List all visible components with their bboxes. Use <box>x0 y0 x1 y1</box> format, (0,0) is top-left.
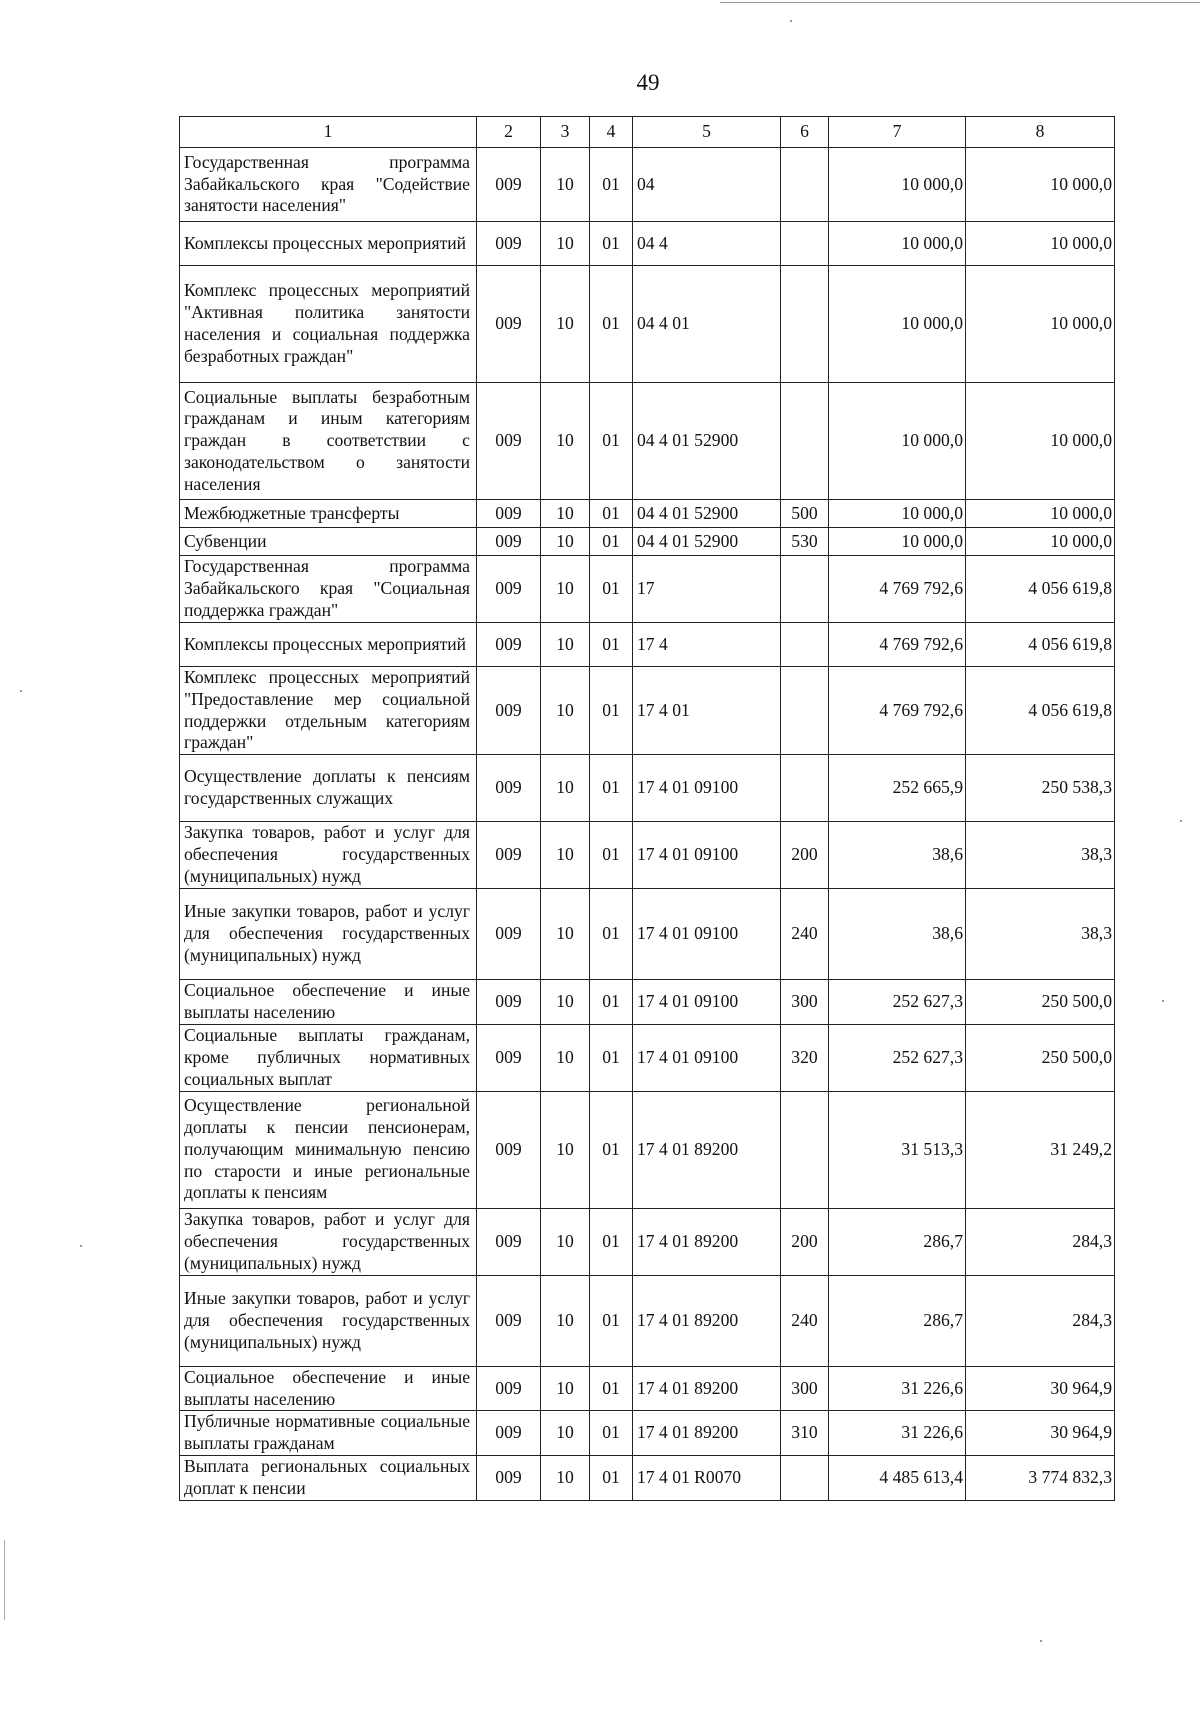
table-row <box>180 755 1115 822</box>
row-code-cell: 009 <box>477 1366 541 1411</box>
row-code-cell: 009 <box>477 1275 541 1366</box>
row-section-cell: 10 <box>541 222 590 266</box>
table-row <box>180 1411 1115 1456</box>
row-amount-cell: 250 500,0 <box>966 980 1115 1025</box>
row-name-cell: Иные закупки товаров, работ и услуг для обеспечения государственных (муниципальных) нужд <box>180 889 477 980</box>
row-code-cell: 009 <box>477 500 541 528</box>
row-amount-cell: 4 056 619,8 <box>966 556 1115 623</box>
row-name-cell: Иные закупки товаров, работ и услуг для обеспечения государственных (муниципальных) нужд <box>180 1275 477 1366</box>
row-name-cell: Публичные нормативные социальные выплаты гражданам <box>180 1411 477 1456</box>
row-amount-cell: 31 513,3 <box>829 1091 966 1208</box>
row-expense-type-cell <box>781 1091 829 1208</box>
row-code-cell: 009 <box>477 1024 541 1091</box>
row-subsection-cell: 01 <box>590 266 633 383</box>
row-amount-cell: 10 000,0 <box>966 500 1115 528</box>
row-subsection-cell: 01 <box>590 1091 633 1208</box>
row-name-cell: Межбюджетные трансферты <box>180 500 477 528</box>
row-code-cell: 009 <box>477 1208 541 1275</box>
row-target-code-cell: 04 4 01 52900 <box>633 528 781 556</box>
row-code-cell: 009 <box>477 755 541 822</box>
row-section-cell: 10 <box>541 980 590 1025</box>
row-amount-cell: 252 627,3 <box>829 1024 966 1091</box>
row-amount-cell: 252 627,3 <box>829 980 966 1025</box>
column-header: 6 <box>781 117 829 148</box>
row-subsection-cell: 01 <box>590 556 633 623</box>
row-name-cell: Государственная программа Забайкальского края "Содействие занятости населения" <box>180 148 477 222</box>
row-amount-cell: 38,6 <box>829 822 966 889</box>
row-name-cell: Комплексы процессных мероприятий <box>180 222 477 266</box>
row-section-cell: 10 <box>541 266 590 383</box>
row-section-cell: 10 <box>541 755 590 822</box>
scan-speck <box>20 690 22 692</box>
row-amount-cell: 4 769 792,6 <box>829 667 966 755</box>
row-subsection-cell: 01 <box>590 1455 633 1500</box>
row-target-code-cell: 04 4 <box>633 222 781 266</box>
scan-speck <box>790 20 792 22</box>
row-amount-cell: 4 056 619,8 <box>966 623 1115 667</box>
row-section-cell: 10 <box>541 889 590 980</box>
row-subsection-cell: 01 <box>590 623 633 667</box>
row-section-cell: 10 <box>541 623 590 667</box>
row-target-code-cell: 17 4 01 89200 <box>633 1091 781 1208</box>
row-section-cell: 10 <box>541 1024 590 1091</box>
row-expense-type-cell <box>781 755 829 822</box>
column-header: 4 <box>590 117 633 148</box>
row-subsection-cell: 01 <box>590 383 633 500</box>
row-name-cell: Закупка товаров, работ и услуг для обеспечения государственных (муниципальных) нужд <box>180 1208 477 1275</box>
header-row <box>180 117 1115 148</box>
table-row <box>180 1024 1115 1091</box>
row-subsection-cell: 01 <box>590 1208 633 1275</box>
budget-table <box>179 116 1115 1501</box>
column-header: 3 <box>541 117 590 148</box>
row-subsection-cell: 01 <box>590 222 633 266</box>
row-code-cell: 009 <box>477 1091 541 1208</box>
row-name-cell: Комплексы процессных мероприятий <box>180 623 477 667</box>
row-section-cell: 10 <box>541 528 590 556</box>
row-amount-cell: 31 226,6 <box>829 1366 966 1411</box>
row-target-code-cell: 17 4 01 09100 <box>633 889 781 980</box>
row-code-cell: 009 <box>477 667 541 755</box>
row-amount-cell: 10 000,0 <box>966 383 1115 500</box>
row-name-cell: Осуществление региональной доплаты к пенсии пенсионерам, получающим минимальную пенсию по старости и иные региональные доплаты к пенсиям <box>180 1091 477 1208</box>
row-target-code-cell: 04 4 01 52900 <box>633 500 781 528</box>
scan-edge-line <box>720 2 1200 3</box>
table-row <box>180 148 1115 222</box>
row-code-cell: 009 <box>477 148 541 222</box>
table-row <box>180 500 1115 528</box>
table-row <box>180 266 1115 383</box>
row-code-cell: 009 <box>477 1455 541 1500</box>
row-expense-type-cell: 200 <box>781 1208 829 1275</box>
column-header: 8 <box>966 117 1115 148</box>
row-expense-type-cell <box>781 623 829 667</box>
row-section-cell: 10 <box>541 383 590 500</box>
row-section-cell: 10 <box>541 1275 590 1366</box>
table-row <box>180 556 1115 623</box>
row-amount-cell: 286,7 <box>829 1208 966 1275</box>
row-amount-cell: 10 000,0 <box>829 266 966 383</box>
row-expense-type-cell <box>781 667 829 755</box>
row-code-cell: 009 <box>477 980 541 1025</box>
row-code-cell: 009 <box>477 889 541 980</box>
row-name-cell: Социальные выплаты безработным гражданам и иным категориям граждан в соответствии с законодательством о занятости населения <box>180 383 477 500</box>
row-expense-type-cell: 320 <box>781 1024 829 1091</box>
row-subsection-cell: 01 <box>590 1411 633 1456</box>
row-expense-type-cell <box>781 222 829 266</box>
table-row <box>180 980 1115 1025</box>
row-target-code-cell: 17 <box>633 556 781 623</box>
table-row <box>180 1275 1115 1366</box>
scan-speck <box>1162 1000 1164 1002</box>
row-subsection-cell: 01 <box>590 889 633 980</box>
row-target-code-cell: 17 4 01 89200 <box>633 1208 781 1275</box>
row-expense-type-cell: 530 <box>781 528 829 556</box>
row-target-code-cell: 17 4 01 09100 <box>633 755 781 822</box>
row-amount-cell: 31 226,6 <box>829 1411 966 1456</box>
row-amount-cell: 286,7 <box>829 1275 966 1366</box>
row-code-cell: 009 <box>477 623 541 667</box>
column-header: 5 <box>633 117 781 148</box>
row-name-cell: Комплекс процессных мероприятий "Предоставление мер социальной поддержки отдельным категориям граждан" <box>180 667 477 755</box>
row-target-code-cell: 17 4 01 <box>633 667 781 755</box>
row-target-code-cell: 17 4 01 09100 <box>633 1024 781 1091</box>
row-target-code-cell: 04 4 01 <box>633 266 781 383</box>
row-name-cell: Социальное обеспечение и иные выплаты населению <box>180 980 477 1025</box>
row-code-cell: 009 <box>477 528 541 556</box>
row-name-cell: Социальное обеспечение и иные выплаты населению <box>180 1366 477 1411</box>
row-amount-cell: 10 000,0 <box>966 266 1115 383</box>
row-amount-cell: 10 000,0 <box>829 148 966 222</box>
row-target-code-cell: 17 4 01 89200 <box>633 1411 781 1456</box>
row-subsection-cell: 01 <box>590 667 633 755</box>
column-header: 7 <box>829 117 966 148</box>
row-subsection-cell: 01 <box>590 822 633 889</box>
row-code-cell: 009 <box>477 266 541 383</box>
row-code-cell: 009 <box>477 822 541 889</box>
row-section-cell: 10 <box>541 1455 590 1500</box>
table-row <box>180 1208 1115 1275</box>
row-name-cell: Закупка товаров, работ и услуг для обеспечения государственных (муниципальных) нужд <box>180 822 477 889</box>
row-expense-type-cell <box>781 383 829 500</box>
row-name-cell: Комплекс процессных мероприятий "Активная политика занятости населения и социальная поддержка безработных граждан" <box>180 266 477 383</box>
row-section-cell: 10 <box>541 148 590 222</box>
row-amount-cell: 4 056 619,8 <box>966 667 1115 755</box>
table-row <box>180 1455 1115 1500</box>
row-amount-cell: 284,3 <box>966 1275 1115 1366</box>
row-target-code-cell: 04 <box>633 148 781 222</box>
row-subsection-cell: 01 <box>590 980 633 1025</box>
row-amount-cell: 10 000,0 <box>966 222 1115 266</box>
row-amount-cell: 38,3 <box>966 889 1115 980</box>
row-expense-type-cell: 240 <box>781 1275 829 1366</box>
row-expense-type-cell <box>781 148 829 222</box>
row-expense-type-cell: 500 <box>781 500 829 528</box>
row-subsection-cell: 01 <box>590 1024 633 1091</box>
row-amount-cell: 30 964,9 <box>966 1366 1115 1411</box>
row-amount-cell: 10 000,0 <box>966 528 1115 556</box>
column-header: 1 <box>180 117 477 148</box>
row-code-cell: 009 <box>477 383 541 500</box>
row-subsection-cell: 01 <box>590 755 633 822</box>
row-amount-cell: 4 485 613,4 <box>829 1455 966 1500</box>
row-expense-type-cell <box>781 266 829 383</box>
row-section-cell: 10 <box>541 1091 590 1208</box>
row-expense-type-cell: 310 <box>781 1411 829 1456</box>
row-target-code-cell: 17 4 01 89200 <box>633 1275 781 1366</box>
row-target-code-cell: 17 4 <box>633 623 781 667</box>
row-amount-cell: 38,3 <box>966 822 1115 889</box>
row-amount-cell: 38,6 <box>829 889 966 980</box>
row-amount-cell: 284,3 <box>966 1208 1115 1275</box>
row-name-cell: Субвенции <box>180 528 477 556</box>
row-amount-cell: 3 774 832,3 <box>966 1455 1115 1500</box>
row-target-code-cell: 17 4 01 09100 <box>633 822 781 889</box>
row-section-cell: 10 <box>541 667 590 755</box>
row-amount-cell: 30 964,9 <box>966 1411 1115 1456</box>
table-row <box>180 667 1115 755</box>
row-expense-type-cell <box>781 1455 829 1500</box>
row-code-cell: 009 <box>477 1411 541 1456</box>
row-expense-type-cell: 240 <box>781 889 829 980</box>
table-row <box>180 528 1115 556</box>
row-expense-type-cell: 200 <box>781 822 829 889</box>
row-section-cell: 10 <box>541 556 590 623</box>
table-row <box>180 222 1115 266</box>
table-body <box>180 148 1115 1501</box>
row-subsection-cell: 01 <box>590 148 633 222</box>
row-target-code-cell: 17 4 01 R0070 <box>633 1455 781 1500</box>
row-section-cell: 10 <box>541 1411 590 1456</box>
row-expense-type-cell <box>781 556 829 623</box>
scan-edge-mark <box>4 1540 5 1620</box>
row-subsection-cell: 01 <box>590 500 633 528</box>
table-row <box>180 1366 1115 1411</box>
row-expense-type-cell: 300 <box>781 980 829 1025</box>
row-amount-cell: 250 500,0 <box>966 1024 1115 1091</box>
page-number: 49 <box>636 70 660 95</box>
row-target-code-cell: 17 4 01 89200 <box>633 1366 781 1411</box>
row-name-cell: Государственная программа Забайкальского края "Социальная поддержка граждан" <box>180 556 477 623</box>
row-section-cell: 10 <box>541 1366 590 1411</box>
row-amount-cell: 250 538,3 <box>966 755 1115 822</box>
row-section-cell: 10 <box>541 500 590 528</box>
row-subsection-cell: 01 <box>590 528 633 556</box>
scan-speck <box>1180 820 1182 822</box>
row-amount-cell: 10 000,0 <box>829 500 966 528</box>
row-subsection-cell: 01 <box>590 1366 633 1411</box>
row-name-cell: Осуществление доплаты к пенсиям государственных служащих <box>180 755 477 822</box>
row-amount-cell: 10 000,0 <box>829 528 966 556</box>
table-row <box>180 1091 1115 1208</box>
row-amount-cell: 252 665,9 <box>829 755 966 822</box>
table-row <box>180 822 1115 889</box>
row-expense-type-cell: 300 <box>781 1366 829 1411</box>
row-amount-cell: 10 000,0 <box>829 383 966 500</box>
column-header: 2 <box>477 117 541 148</box>
scan-speck <box>1040 1640 1042 1642</box>
row-target-code-cell: 04 4 01 52900 <box>633 383 781 500</box>
row-name-cell: Социальные выплаты гражданам, кроме публичных нормативных социальных выплат <box>180 1024 477 1091</box>
row-name-cell: Выплата региональных социальных доплат к пенсии <box>180 1455 477 1500</box>
row-amount-cell: 10 000,0 <box>829 222 966 266</box>
table-row <box>180 889 1115 980</box>
table-row <box>180 623 1115 667</box>
row-amount-cell: 10 000,0 <box>966 148 1115 222</box>
row-section-cell: 10 <box>541 822 590 889</box>
row-subsection-cell: 01 <box>590 1275 633 1366</box>
row-target-code-cell: 17 4 01 09100 <box>633 980 781 1025</box>
table-row <box>180 383 1115 500</box>
row-section-cell: 10 <box>541 1208 590 1275</box>
row-code-cell: 009 <box>477 222 541 266</box>
scan-speck <box>80 1245 82 1247</box>
row-amount-cell: 4 769 792,6 <box>829 556 966 623</box>
row-amount-cell: 31 249,2 <box>966 1091 1115 1208</box>
row-amount-cell: 4 769 792,6 <box>829 623 966 667</box>
row-code-cell: 009 <box>477 556 541 623</box>
